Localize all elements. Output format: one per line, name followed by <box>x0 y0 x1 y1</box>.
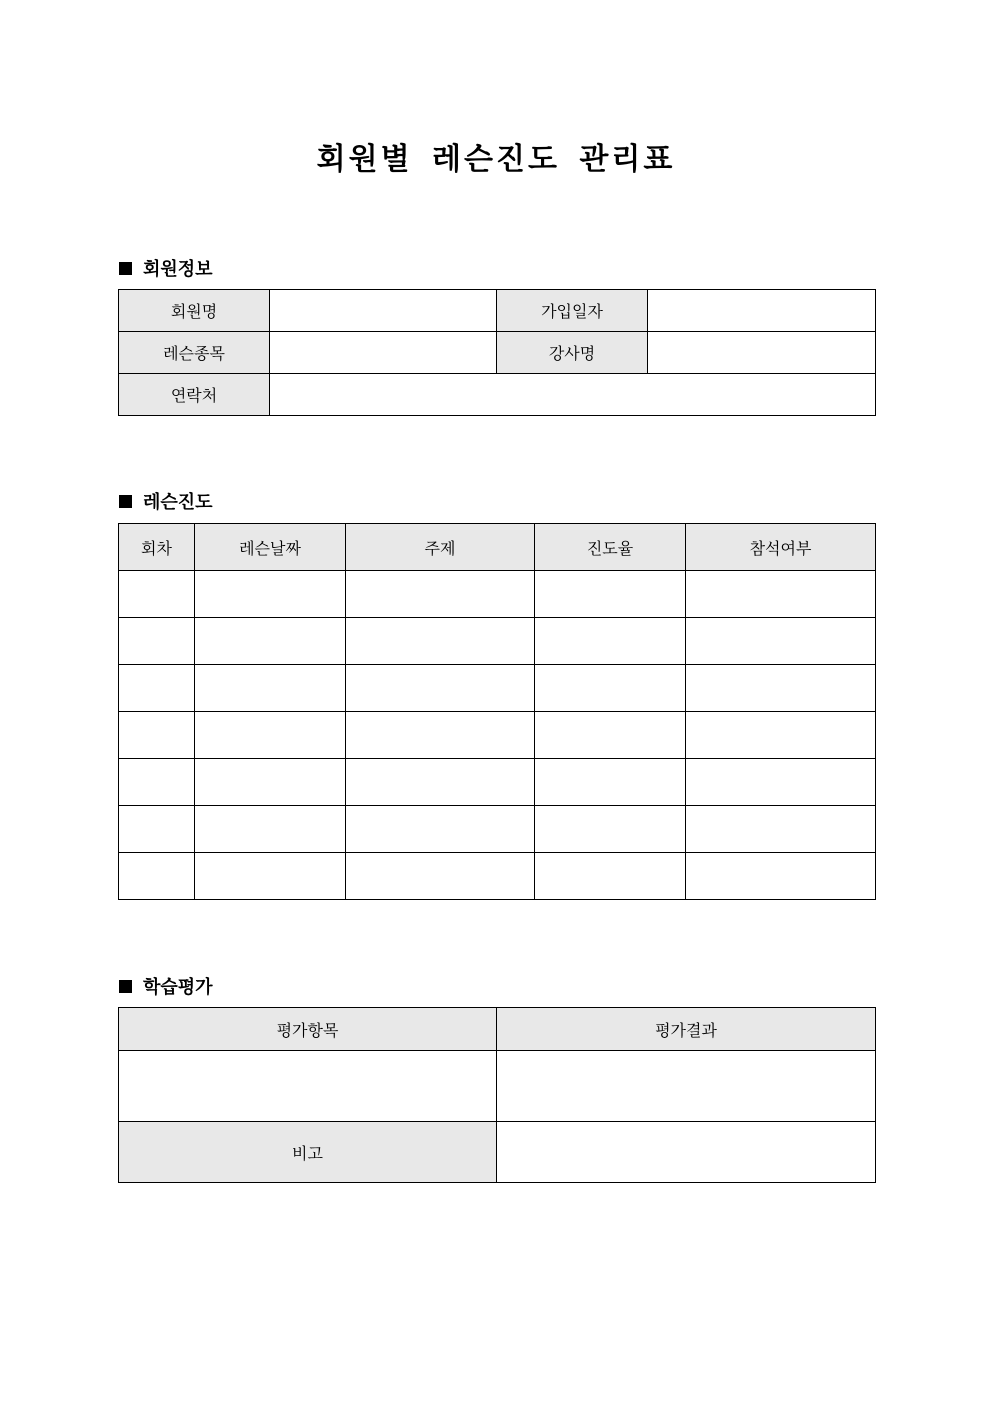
table-cell[interactable] <box>535 806 686 853</box>
table-cell[interactable] <box>346 806 535 853</box>
table-cell[interactable] <box>195 665 346 712</box>
table-cell[interactable] <box>686 759 876 806</box>
evaluation-table <box>118 1007 876 1183</box>
table-cell[interactable] <box>535 759 686 806</box>
table-cell[interactable] <box>195 571 346 618</box>
column-header-evaluation-result: 평가결과 <box>497 1008 876 1051</box>
table-cell[interactable] <box>346 853 535 900</box>
member-info-table <box>118 289 876 416</box>
instructor-label: 강사명 <box>497 332 648 374</box>
table-cell[interactable] <box>346 759 535 806</box>
instructor-field[interactable] <box>648 332 876 374</box>
table-cell[interactable] <box>119 571 195 618</box>
lesson-type-field[interactable] <box>270 332 497 374</box>
table-row <box>119 374 876 416</box>
table-cell[interactable] <box>119 665 195 712</box>
section-heading-lesson-progress <box>119 488 213 514</box>
table-cell[interactable] <box>535 665 686 712</box>
table-cell[interactable] <box>346 571 535 618</box>
column-header-session: 회차 <box>119 524 195 571</box>
column-header-lesson-date: 레슨날짜 <box>195 524 346 571</box>
square-bullet-icon <box>119 262 132 275</box>
evaluation-result-field[interactable] <box>497 1051 876 1122</box>
table-row <box>119 759 876 806</box>
table-row <box>119 712 876 759</box>
section-heading-label: 회원정보 <box>143 259 213 280</box>
table-cell[interactable] <box>195 759 346 806</box>
table-row <box>119 1051 876 1122</box>
table-cell[interactable] <box>119 853 195 900</box>
table-cell[interactable] <box>195 618 346 665</box>
table-cell[interactable] <box>195 712 346 759</box>
table-cell[interactable] <box>119 618 195 665</box>
column-header-evaluation-item: 평가항목 <box>119 1008 497 1051</box>
table-cell[interactable] <box>535 618 686 665</box>
table-cell[interactable] <box>686 806 876 853</box>
table-cell[interactable] <box>686 618 876 665</box>
contact-label: 연락처 <box>119 374 270 416</box>
remarks-field[interactable] <box>497 1122 876 1183</box>
table-cell[interactable] <box>346 665 535 712</box>
table-cell[interactable] <box>535 712 686 759</box>
table-cell[interactable] <box>119 712 195 759</box>
square-bullet-icon <box>119 980 132 993</box>
table-cell[interactable] <box>535 571 686 618</box>
table-row <box>119 665 876 712</box>
table-header-row <box>119 524 876 571</box>
table-cell[interactable] <box>195 806 346 853</box>
lesson-progress-table <box>118 523 876 900</box>
table-row <box>119 332 876 374</box>
table-cell[interactable] <box>686 571 876 618</box>
contact-field[interactable] <box>270 374 876 416</box>
remarks-label: 비고 <box>119 1122 497 1183</box>
table-cell[interactable] <box>686 665 876 712</box>
member-name-field[interactable] <box>270 290 497 332</box>
column-header-topic: 주제 <box>346 524 535 571</box>
table-cell[interactable] <box>346 618 535 665</box>
lesson-type-label: 레슨종목 <box>119 332 270 374</box>
page-title: 회원별 레슨진도 관리표 <box>316 142 676 177</box>
table-cell[interactable] <box>535 853 686 900</box>
table-row <box>119 806 876 853</box>
section-heading-label: 레슨진도 <box>143 492 213 513</box>
table-cell[interactable] <box>195 853 346 900</box>
table-cell[interactable] <box>119 759 195 806</box>
member-name-label: 회원명 <box>119 290 270 332</box>
table-header-row <box>119 1008 876 1051</box>
table-cell[interactable] <box>119 806 195 853</box>
join-date-label: 가입일자 <box>497 290 648 332</box>
table-row <box>119 571 876 618</box>
section-heading-member-info <box>119 255 213 281</box>
table-row <box>119 290 876 332</box>
table-cell[interactable] <box>686 853 876 900</box>
column-header-attendance: 참석여부 <box>686 524 876 571</box>
join-date-field[interactable] <box>648 290 876 332</box>
column-header-progress-rate: 진도율 <box>535 524 686 571</box>
table-cell[interactable] <box>346 712 535 759</box>
square-bullet-icon <box>119 495 132 508</box>
table-cell[interactable] <box>686 712 876 759</box>
section-heading-evaluation <box>119 973 213 999</box>
table-row <box>119 618 876 665</box>
table-row <box>119 853 876 900</box>
section-heading-label: 학습평가 <box>143 977 213 998</box>
evaluation-item-field[interactable] <box>119 1051 497 1122</box>
table-row <box>119 1122 876 1183</box>
